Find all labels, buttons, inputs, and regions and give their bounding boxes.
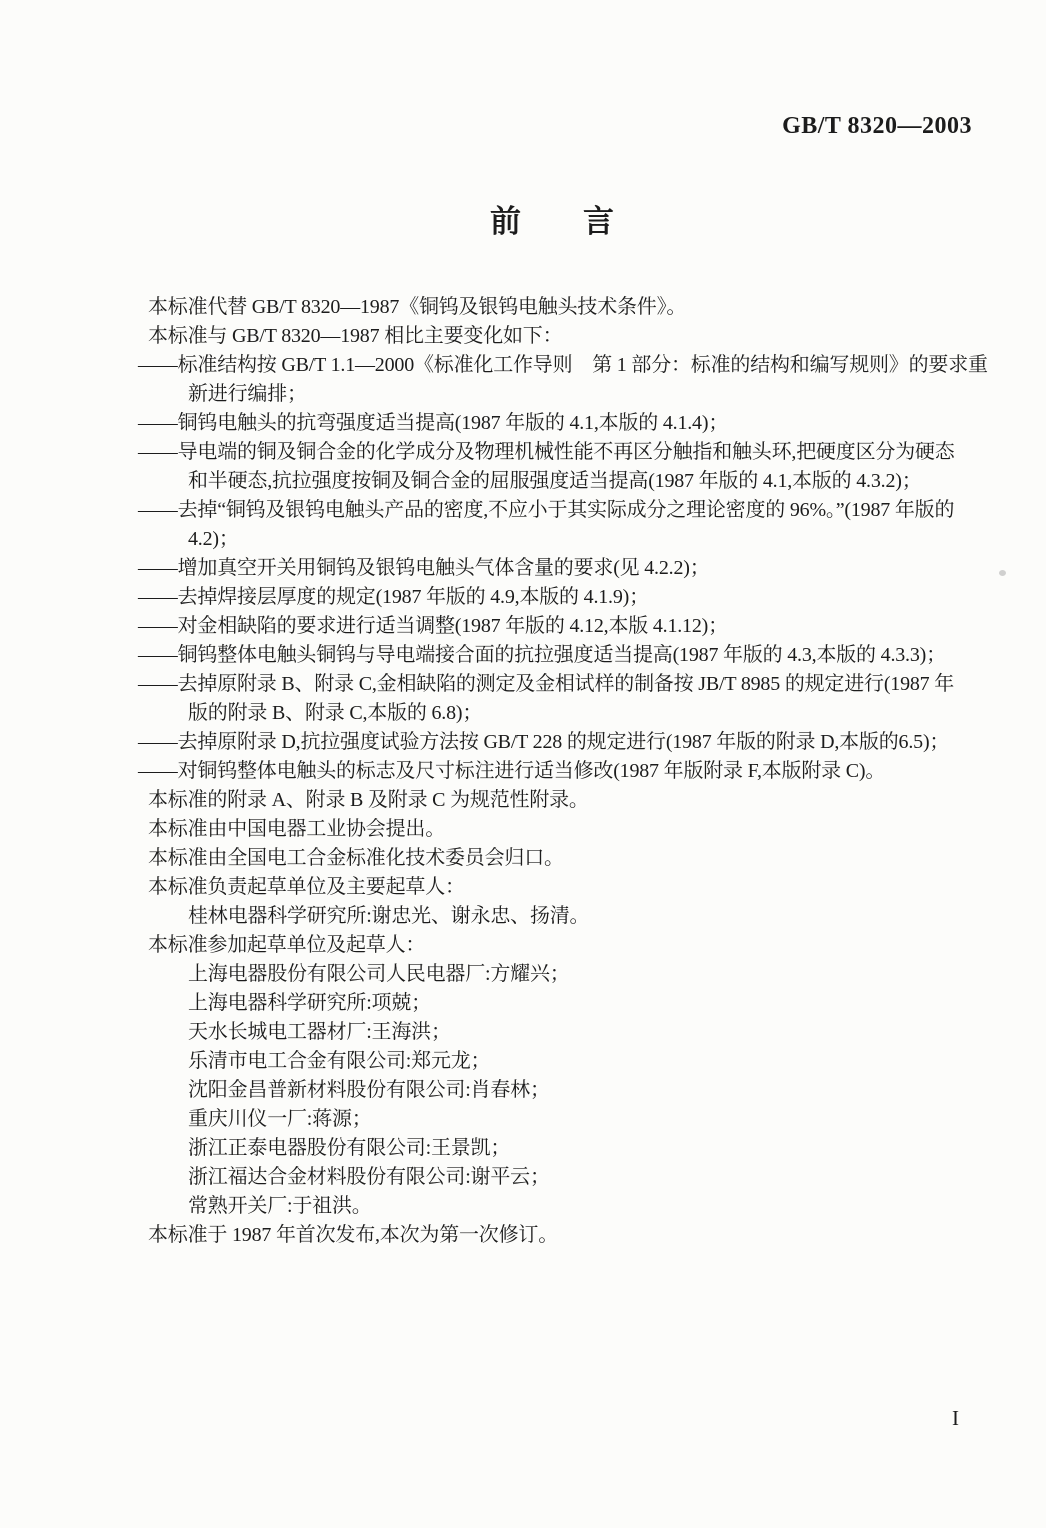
text-line: 版的附录 B、附录 C,本版的 6.8)； [188,702,483,724]
text-line: ——铜钨电触头的抗弯强度适当提高(1987 年版的 4.1,本版的 4.1.4)； [138,412,729,434]
text-line: 沈阳金昌普新材料股份有限公司:肖春林； [188,1079,550,1101]
text-line: ——去掉原附录 B、附录 C,金相缺陷的测定及金相试样的制备按 JB/T 8985 的规定进行(1987 年 [138,673,955,695]
page-title: 前 言 [490,204,614,239]
text-line: ——铜钨整体电触头铜钨与导电端接合面的抗拉强度适当提高(1987 年版的 4.3,本版的 4.3.3)； [138,644,946,666]
text-line: 浙江福达合金材料股份有限公司:谢平云； [188,1166,550,1188]
text-line: 常熟开关厂:于祖洪。 [188,1195,372,1217]
text-line: 新进行编排； [188,383,307,405]
text-line: 本标准参加起草单位及起草人： [148,934,426,956]
text-line: ——对铜钨整体电触头的标志及尺寸标注进行适当修改(1987 年版附录 F,本版附录 C)。 [138,760,886,782]
text-line: 浙江正泰电器股份有限公司:王景凯； [188,1137,511,1159]
text-line: ——标准结构按 GB/T 1.1—2000《标准化工作导则 第 1 部分：标准的结构和编写规则》的要求重 [138,354,988,376]
text-line: 天水长城电工器材厂:王海洪； [188,1021,451,1043]
text-line: 重庆川仪一厂:蒋源； [188,1108,372,1130]
text-line: ——导电端的铜及铜合金的化学成分及物理机械性能不再区分触指和触头环,把硬度区分为硬态 [138,441,955,463]
scan-artifact-dot [999,570,1006,576]
text-line: ——去掉原附录 D,抗拉强度试验方法按 GB/T 228 的规定进行(1987 年版的附录 D,本版的6.5)； [138,731,950,753]
text-line: 本标准负责起草单位及主要起草人： [148,876,465,898]
text-line: 本标准于 1987 年首次发布,本次为第一次修订。 [148,1224,558,1246]
text-line: ——增加真空开关用铜钨及银钨电触头气体含量的要求(见 4.2.2)； [138,557,710,579]
text-line: 上海电器科学研究所:项兢； [188,992,431,1014]
page-number: I [952,1406,960,1430]
foreword-body [138,293,988,1250]
text-line: 上海电器股份有限公司人民电器厂:方耀兴； [188,963,570,985]
text-line: 本标准的附录 A、附录 B 及附录 C 为规范性附录。 [148,789,589,811]
standard-code: GB/T 8320—2003 [782,113,972,139]
text-line: ——去掉“铜钨及银钨电触头产品的密度,不应小于其实际成分之理论密度的 96%。”(1987 年版的 [138,499,955,521]
text-line: ——去掉焊接层厚度的规定(1987 年版的 4.9,本版的 4.1.9)； [138,586,649,608]
text-line: 本标准由全国电工合金标准化技术委员会归口。 [148,847,564,869]
text-line: 桂林电器科学研究所:谢忠光、谢永忠、扬清。 [188,905,590,927]
text-line: 本标准由中国电器工业协会提出。 [148,818,445,840]
text-line: 本标准与 GB/T 8320—1987 相比主要变化如下： [148,325,563,347]
text-line: 本标准代替 GB/T 8320—1987《铜钨及银钨电触头技术条件》。 [148,296,687,318]
text-line: ——对金相缺陷的要求进行适当调整(1987 年版的 4.12,本版 4.1.12)； [138,615,728,637]
text-line: 乐清市电工合金有限公司:郑元龙； [188,1050,491,1072]
text-line: 4.2)； [188,528,239,550]
text-line: 和半硬态,抗拉强度按铜及铜合金的屈服强度适当提高(1987 年版的 4.1,本版的 4.3.2)； [188,470,922,492]
